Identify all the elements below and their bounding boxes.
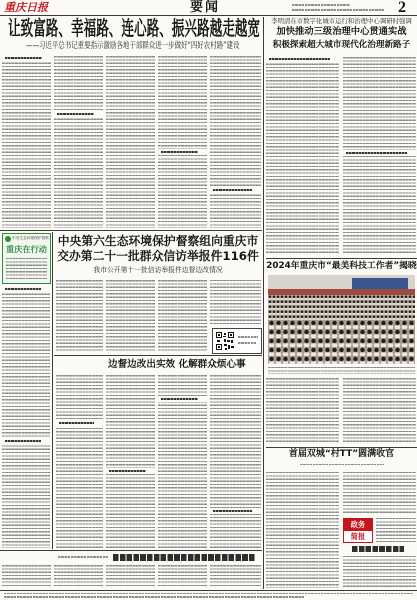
table-tennis-headline: 首届双城“村TT”圆满收官 [288, 449, 395, 459]
campaign-box [2, 233, 51, 284]
qr-caption [238, 336, 258, 338]
bottom-story-body [210, 565, 261, 588]
rectification-subhead [106, 468, 155, 474]
story-rule [54, 355, 262, 356]
rectification-body-column [56, 375, 103, 548]
lead-body-subhead [158, 149, 207, 155]
lead-body-subhead [54, 111, 103, 117]
campaign-column-subhead [2, 438, 50, 444]
rectification-subhead [56, 420, 103, 426]
section-rule [0, 230, 262, 231]
briefing-text [376, 518, 416, 542]
science-headline: 2024年重庆市“最美科技工作者”揭晓 [266, 261, 417, 271]
table-tennis-body-column [343, 472, 416, 515]
lead-headline: 让致富路、幸福路、连心路、振兴路越走越宽 [8, 16, 260, 40]
lead-subheadline: ——习近平总书记重要指示激励各地干部群众进一步做好“四好农村路”建设 [26, 41, 240, 51]
section-title: 要闻 [190, 0, 221, 15]
qr-caption [238, 342, 256, 344]
emblem-icon [5, 236, 11, 242]
campaign-line-1: 中央生态环境保护督察 [12, 236, 49, 240]
qr-box [212, 328, 262, 354]
bottom-story-kicker [58, 556, 108, 558]
campaign-box-text [6, 258, 47, 280]
award-ceremony-photo-image [268, 275, 415, 364]
governance-body-column [343, 57, 416, 255]
campaign-column-subhead [2, 286, 50, 292]
obituary-body [343, 556, 416, 588]
governance-body-column [266, 57, 339, 255]
inspection-headline-line-1: 中央第六生态环境保护督察组向重庆市 [57, 234, 259, 248]
qr-code-icon [215, 331, 235, 351]
photo-caption [268, 367, 415, 374]
bottom-story-headline [113, 554, 255, 561]
editor-line [292, 9, 384, 11]
briefing-label-bottom: 简报 [350, 531, 366, 541]
lead-dateline [2, 55, 51, 61]
bottom-section-rule [0, 550, 262, 551]
right-column-divider [263, 17, 264, 589]
right-story-rule [266, 258, 417, 259]
governance-dateline [266, 56, 339, 62]
campaign-line-2: 重庆在行动 [6, 244, 47, 254]
governance-subhead [343, 150, 416, 156]
rectification-headline: 边督边改出实效 化解群众烦心事 [108, 359, 246, 370]
inspection-body-column [158, 280, 207, 352]
award-ceremony-photo [268, 275, 415, 364]
obituary-headline [352, 546, 404, 552]
governance-headline-line-1: 加快推动三级治理中心贯通实战 [276, 26, 407, 37]
left-column-divider [52, 232, 53, 549]
rectification-body-column [210, 375, 261, 548]
inspection-headline-line-2: 交办第二十一批群众信访举报件116件 [57, 249, 259, 263]
footer-line [4, 593, 413, 595]
briefing-label-top: 政务 [344, 519, 372, 531]
lead-body-column [106, 56, 155, 228]
bottom-story-body [54, 565, 103, 588]
rectification-body-column [106, 375, 155, 548]
lead-body-subhead [210, 187, 261, 193]
date-line [292, 4, 350, 6]
inspection-subheadline: 我市公开第十一批信访举报件边督边改情况 [93, 266, 223, 274]
right-story-rule [266, 447, 417, 448]
campaign-column-body [2, 287, 50, 548]
governance-headline-line-2: 积极探索超大城市现代化治理新路子 [272, 39, 411, 50]
governance-kicker: 李明清在市数字化城市运行和治理中心调研时强调 [271, 17, 412, 25]
masthead-logo: 重庆日报 [4, 1, 48, 14]
bottom-story-body [106, 565, 155, 588]
lead-body-column [2, 56, 51, 228]
inspection-body-column [106, 280, 155, 352]
briefing-box [343, 518, 373, 543]
table-tennis-subheadline [300, 464, 384, 466]
rectification-subhead [210, 508, 261, 514]
footer-rule [0, 590, 417, 591]
inspection-body-column [56, 280, 103, 352]
lead-body-column [158, 56, 207, 228]
inspection-body-column [210, 280, 261, 325]
lead-body-column [210, 56, 261, 228]
bottom-story-body [158, 565, 207, 588]
footer-line [4, 596, 304, 598]
science-body-column [343, 378, 416, 444]
science-body-column [266, 378, 339, 444]
bottom-story-body [2, 565, 51, 588]
rectification-subhead [158, 396, 207, 402]
page-number: 2 [398, 0, 406, 16]
lead-body-column [54, 56, 103, 228]
table-tennis-body-column [266, 472, 339, 588]
